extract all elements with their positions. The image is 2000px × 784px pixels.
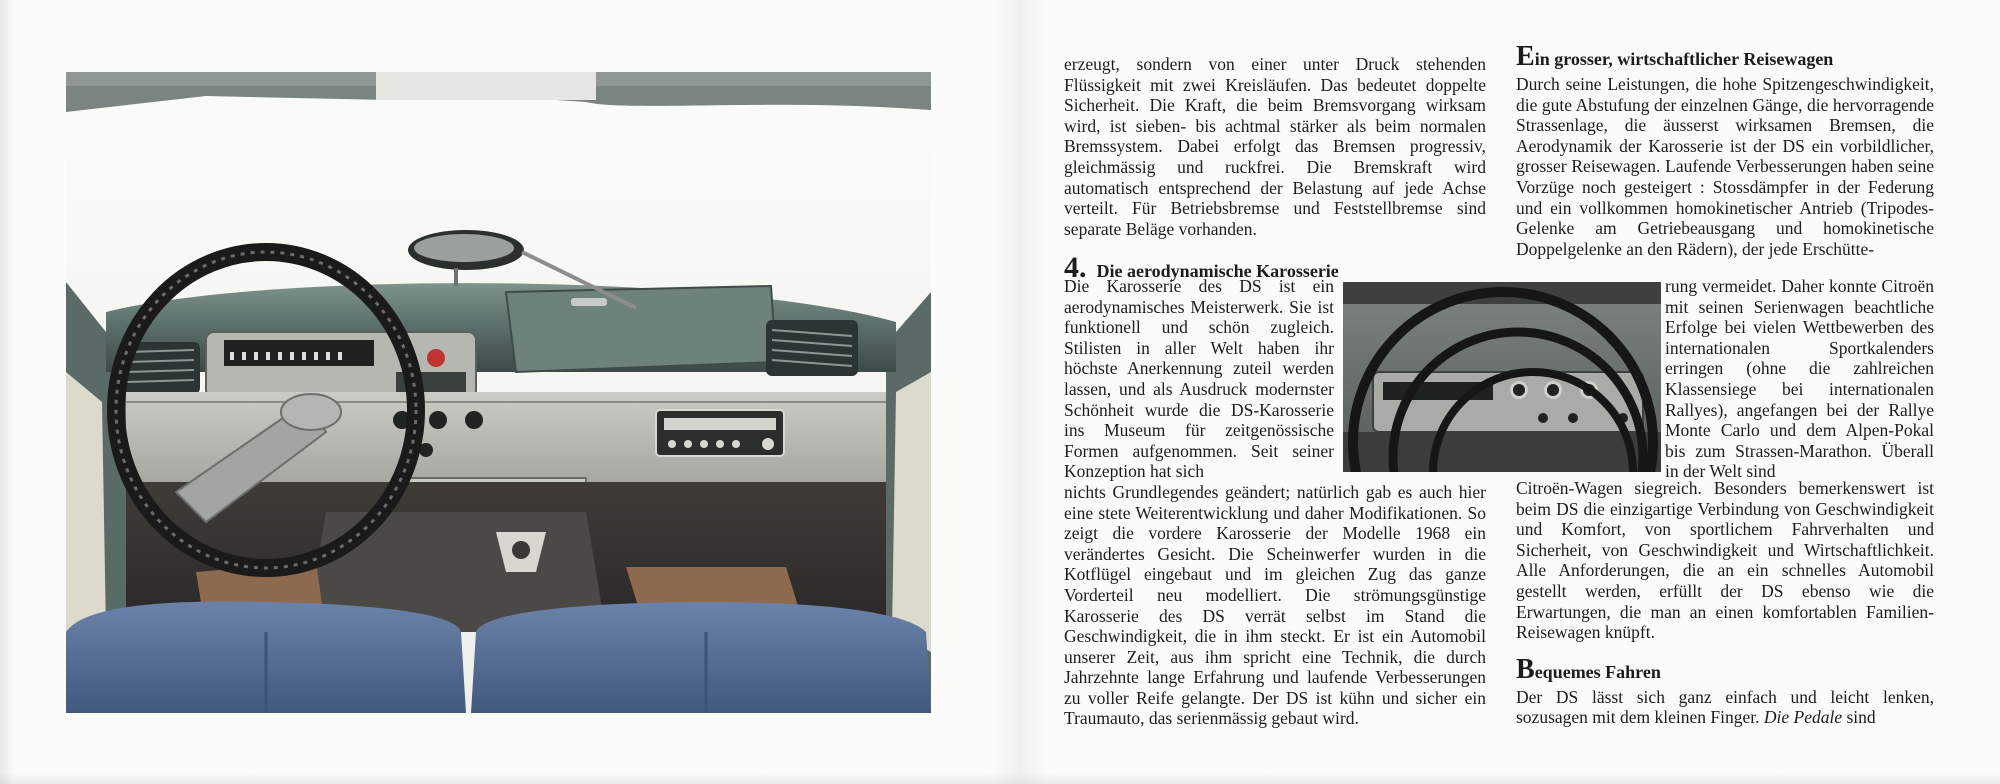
heading-bequemes-initial: B: [1516, 653, 1535, 685]
dashboard-photo: [66, 72, 931, 713]
heading-reisewagen-initial: E: [1516, 41, 1535, 72]
section-title: Die aerodynamische Karosserie: [1096, 261, 1339, 282]
middle-column: [1064, 54, 1486, 287]
right-narrow-block: [1665, 276, 1934, 482]
reisewagen-paragraph-bottom: Citroën-Wagen siegreich. Besonders bemerkenswert ist beim DS die einzigartige Verbindung von Geschwindigkeit und Komfort, von sportlichem Fahrverhalten und Sicherheit, von Geschwindigkeit und Wirtschaftlichkeit. Alle Anforderungen, die an ein schnelles Automobil gestellt werden, erfüllt der DS ebenso wie die Erwartungen, die man an einen komfortablen Familien-Reisewagen knüpft.: [1516, 478, 1934, 643]
heading-reisewagen-text: in grosser, wirtschaftlicher Reisewagen: [1534, 49, 1834, 69]
body-full-text: nichts Grundlegendes geändert; natürlich gab es auch hier eine stete Weiterentwicklung und daher Modifikationen. So zeigt die vordere Karosserie der Modelle 1968 ein verändertes Gesicht. Die Scheinwerfer wurden in die Kotflügel eingebaut und im gleichen Zug das ganze Vorderteil neu modelliert. Die strömungsgünstige Karosserie des DS verrät selbst im Stand die Geschwindigkeit, die in ihm steckt. Er ist ein Automobil unserer Zeit, aus ihm spricht eine Technik, die durch Jahrzehnte lange Erfahrung und laufende Verbesserungen zu voller Reife gelangte. Der DS ist kühn und sicher ein Traumauto, das serienmässig gebaut wird.: [1064, 481, 1486, 729]
body-narrow-text: Die Karosserie des DS ist ein aerodynamisches Meisterwerk. Sie ist funktionell und schön zugleich. Stilisten in aller Welt haben ihr höchste Anerkennung zuteil werden lassen, und als Ausdruck modernster Schönheit wurde die DS-Karosserie ins Museum für zeitgenössische Formen aufgenommen. Seit seiner Konzeption hat sich: [1064, 276, 1334, 482]
heading-bequemes-text: equemes Fahren: [1534, 661, 1661, 682]
heading-reisewagen: [1516, 41, 1934, 72]
page-edge-shadow: [0, 0, 14, 784]
right-column: [1516, 41, 1934, 259]
bequemes-text-italic: Die Pedale: [1763, 707, 1843, 728]
page-bottom-shadow: [0, 772, 2000, 784]
reisewagen-paragraph-narrow: rung vermeidet. Daher konnte Citroën mit seinen Serienwagen beachtliche Erfolge bei vielen Wettbewerben des internationalen Sportkalenders erringen (ohne die zahlreichen Klassensiege bei internationalen Rallyes), angefangen bei der Rallye Monte Carlo und dem Alpen-Pokal bis zum Strassen-Marathon. Überall in der Welt sind: [1665, 276, 1934, 482]
instrument-inset-photo: [1343, 282, 1661, 472]
heading-bequemes-fahren: [1516, 653, 1934, 685]
bequemes-text-start: Der DS lässt sich ganz einfach und leicht lenken, sozusagen mit dem kleinen Finger.: [1516, 686, 1934, 728]
bequemes-text-end: sind: [1846, 707, 1876, 728]
reisewagen-paragraph-top: Durch seine Leistungen, die hohe Spitzengeschwindigkeit, die gute Abstufung der einzelnen Gänge, die hervorragende Strassenlage, die äusserst wirksamen Bremsen, die Aerodynamik der Karosserie ist der DS ein vorbildlicher, grosser Reisewagen. Laufende Verbesserungen haben seine Vorzüge noch gesteigert : Stossdämpfer in der Federung und ein vollkommen homokinetischer Antrieb (Tripodes-Gelenke am Getriebeausgang und homokinetische Doppelgelenke an den Rädern), der jede Erschütte-: [1516, 74, 1934, 259]
section-number: 4.: [1064, 251, 1087, 285]
right-bottom-block: [1516, 478, 1934, 728]
spread-fold: [990, 0, 1050, 784]
brakes-paragraph: erzeugt, sondern von einer unter Druck stehenden Flüssigkeit mit zwei Kreisläufen. Das bedeutet doppelte Sicherheit. Die Kraft, die beim Bremsvorgang wirksam wird, ist sieben- bis achtmal stärker als beim normalen Bremssystem. Dabei erfolgt das Bremsen progressiv, gleichmässig und ruckfrei. Die Bremskraft wird automatisch entsprechend der Belastung auf jede Achse verteilt. Für Betriebsbremse und Feststellbremse sind separate Beläge vorhanden.: [1064, 54, 1486, 239]
bequemes-paragraph: [1516, 687, 1934, 728]
